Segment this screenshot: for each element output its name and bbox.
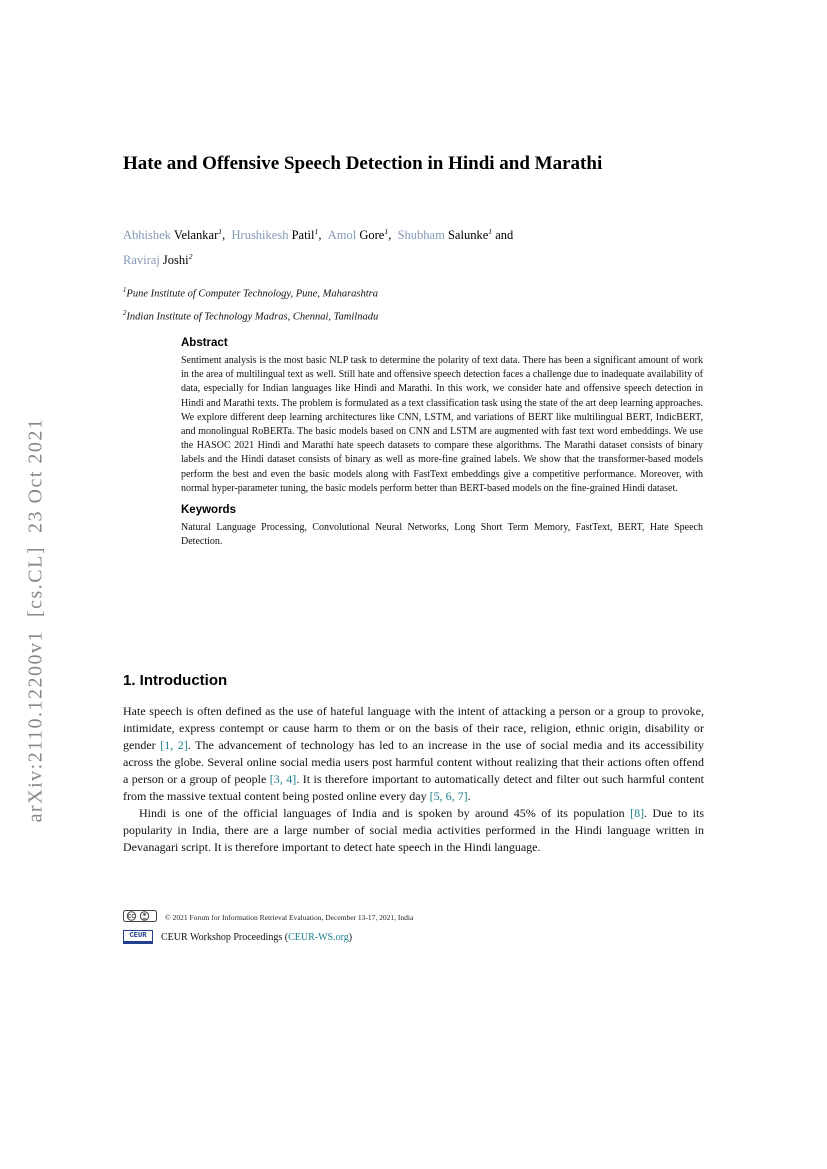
affiliation-sup: 2 — [123, 310, 127, 317]
author-name: Abhishek Velankar$^1$, — [123, 227, 232, 243]
author-affil-sup: 2 — [188, 252, 193, 262]
license-row — [123, 910, 704, 925]
citation-link[interactable]: [8] — [630, 806, 645, 820]
proceedings-line — [161, 932, 352, 943]
paragraph-text: . — [467, 789, 471, 803]
paragraph-text: . It is therefore important to automatically detect and filter out such harmful content from the massive textual content being posted online every day — [123, 772, 704, 803]
cc-by-badge — [123, 910, 157, 925]
author-separator: , — [388, 228, 398, 243]
paper-title: Hate and Offensive Speech Detection in Hindi and Marathi — [123, 153, 603, 174]
citation-link[interactable]: [3, 4] — [269, 772, 297, 786]
paragraph-text: Hindi is one of the official languages of India and is spoken by around 45% of its population — [139, 806, 631, 820]
footer — [123, 910, 704, 944]
author-name: Raviraj Joshi$^2$ — [123, 252, 193, 268]
paragraph-text: Hate speech is often defined as the use of hateful language with the intent of attacking a person or a group to provoke, intimidate, express contempt or cause harm to them or on the basis of their race, religion, ethnic origin, disability or gender — [123, 704, 704, 752]
copyright-notice: © 2021 Forum for Information Retrieval Evaluation, December 13-17, 2021, India — [165, 913, 414, 922]
cc-glyph: CC — [127, 914, 136, 920]
citation-link[interactable]: [5, 6, 7] — [429, 789, 468, 803]
affiliation — [123, 304, 704, 327]
title-block — [123, 147, 663, 180]
author-affil-sup: 1 — [384, 227, 389, 236]
introduction-section — [123, 672, 704, 856]
affiliations — [123, 281, 704, 327]
citation-link[interactable]: [1, 2] — [160, 738, 188, 752]
author-name: Hrushikesh Patil$^1$, — [231, 227, 328, 243]
proceedings-text: ) — [348, 931, 353, 943]
affiliation-text: Indian Institute of Technology Madras, Chennai, Tamilnadu — [126, 311, 379, 323]
affiliation-text: Pune Institute of Computer Technology, Pune, Maharashtra — [126, 288, 379, 300]
author-separator: , — [318, 228, 328, 243]
arxiv-watermark: arXiv:2110.12200v1 [cs.CL] 23 Oct 2021 — [24, 417, 47, 823]
intro-paragraph-2 — [123, 805, 704, 856]
author-affil-sup: 1 — [488, 227, 493, 236]
intro-paragraph-1 — [123, 703, 704, 805]
proceedings-text: CEUR Workshop Proceedings ( — [161, 931, 289, 943]
abstract-block — [181, 337, 703, 549]
section-heading-introduction: 1. Introduction — [123, 672, 228, 689]
author-affil-sup: 1 — [314, 227, 319, 236]
paragraph-text: . The advancement of technology has led to an increase in the use of social media and its accessibility across the globe. Several online social media users post harmful content without realizing that their actions often offend a person or a group of people — [123, 738, 704, 786]
keywords-heading: Keywords — [181, 504, 236, 517]
abstract-heading: Abstract — [181, 337, 228, 349]
ceur-ws-link[interactable]: CEUR-WS.org — [288, 931, 349, 943]
author-name: Shubham Salunke$^1$ and — [397, 227, 514, 243]
author-separator: , — [222, 228, 232, 243]
affiliation — [123, 281, 704, 304]
author-separator: and — [492, 228, 514, 243]
author-list — [123, 221, 704, 271]
affiliation-sup: 1 — [123, 287, 127, 294]
cc-by-badge-icon — [123, 910, 157, 922]
paragraph-text: . Due to its popularity in India, there are a large number of social media activities performed in the Hindi language written in Devanagari script. It is therefore important to detect hate speech in the Hindi language. — [123, 806, 704, 854]
proceedings-row — [123, 930, 704, 944]
abstract-text: Sentiment analysis is the most basic NLP task to determine the polarity of text data. There has been a significant amount of work in the area of multilingual text as well. Still hate and offensive speech detection faces a challenge due to inadequate availability of data, especially for Indian languages like Hindi and Marathi. In this work, we consider hate and offensive speech detection in Hindi and Marathi texts. The problem is formulated as a text classification task using the state of the art deep learning approaches. We explore different deep learning architectures like CNN, LSTM, and variations of BERT like multilingual BERT, IndicBERT, and monolingual RoBERTa. The basic models based on CNN and LSTM are augmented with fast text word embeddings. We use the HASOC 2021 Hindi and Marathi hate speech datasets to compare these algorithms. The Marathi dataset consists of binary labels and the Hindi dataset consists of binary as well as more-fine grained labels. We show that the transformer-based models perform the best and even the basic models along with FastText embeddings give a competitive performance. Moreover, with normal hyper-parameter tuning, the basic models perform better than BERT-based models on the fine-grained Hindi dataset. — [181, 355, 703, 494]
author-affil-sup: 1 — [218, 227, 223, 236]
author-name: Amol Gore$^1$, — [327, 227, 398, 243]
keywords-text: Natural Language Processing, Convolutional Neural Networks, Long Short Term Memory, FastText, BERT, Hate Speech Detection. — [181, 522, 703, 548]
ceur-logo: CEUR — [123, 930, 153, 944]
